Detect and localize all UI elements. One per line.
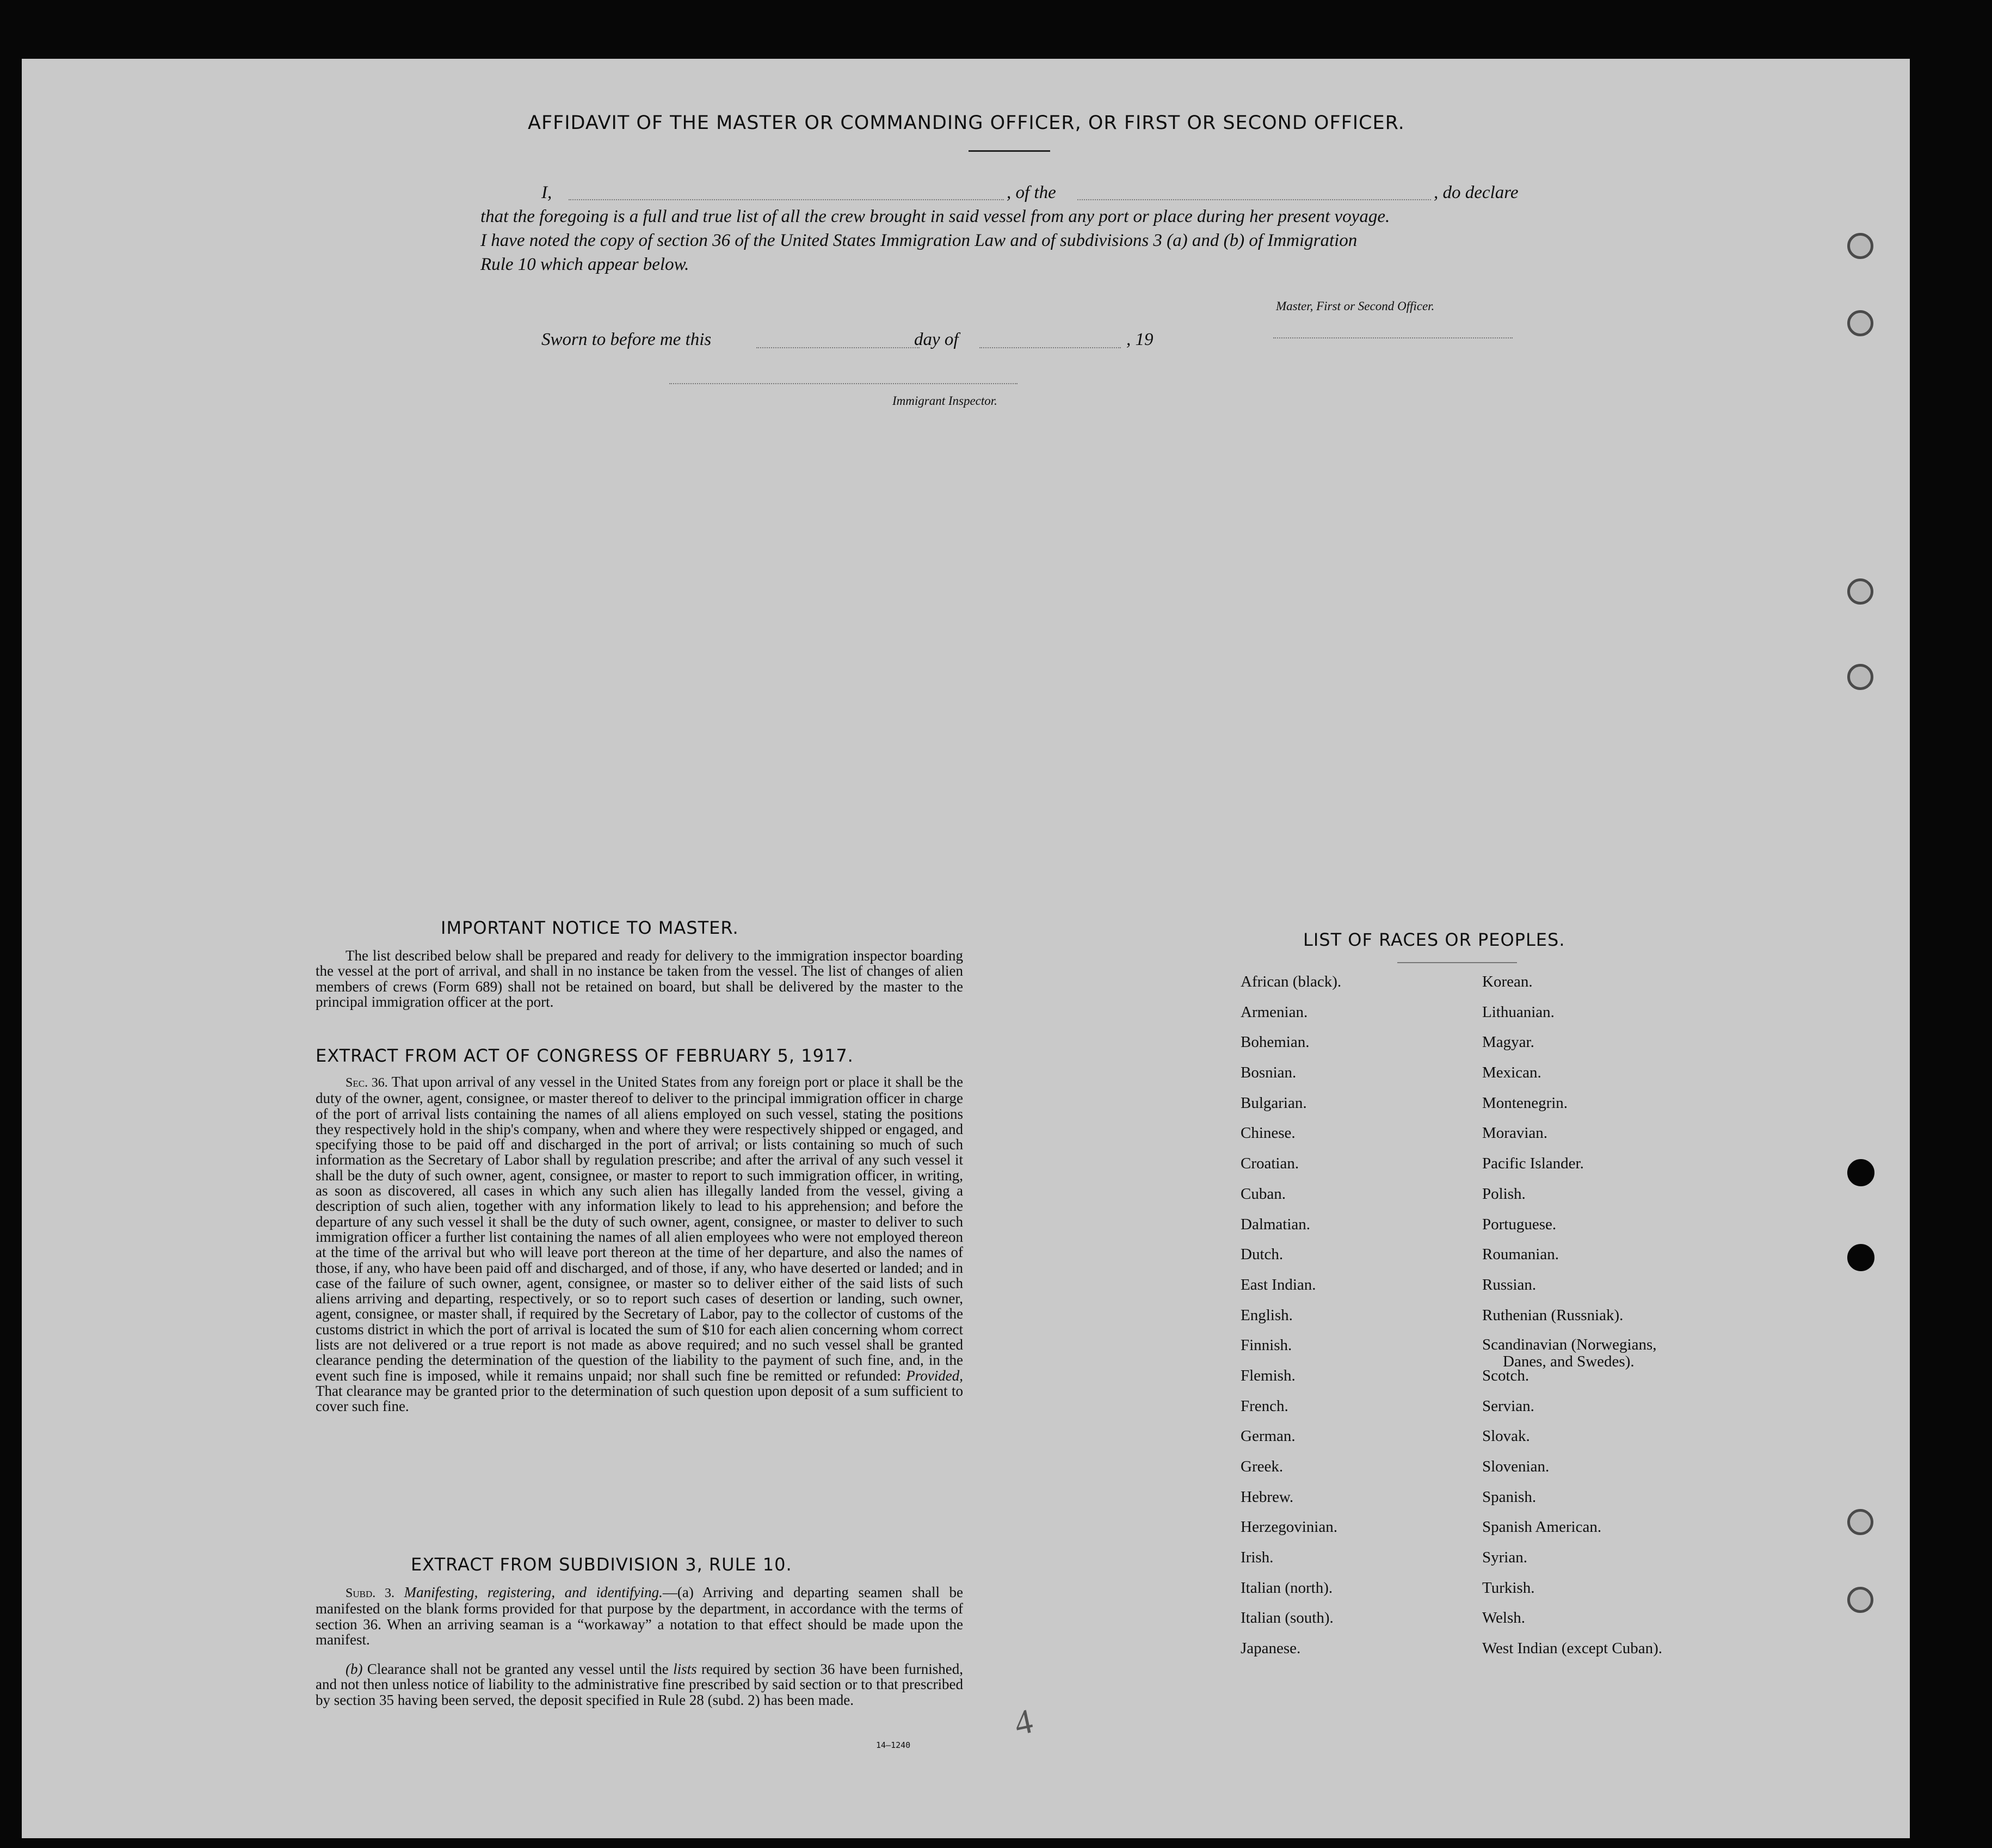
subd-label: Subd. 3. xyxy=(346,1586,395,1600)
rule-b-lists: lists xyxy=(673,1661,697,1677)
race-item: Korean. xyxy=(1482,973,1533,990)
race-item: Japanese. xyxy=(1241,1640,1301,1658)
race-item: German. xyxy=(1241,1427,1296,1445)
rule-b-text-1: Clearance shall not be granted any vessel until the xyxy=(367,1661,669,1677)
rule-a-text: —(a) Arriving and departing seamen shall be manifested on the blank forms provided for that purpose by the department, in accordance with the terms of section 36. When an arriving seaman is a “workaway” a notation to that effect should be made upon the manifest. xyxy=(316,1584,963,1648)
race-item: Bosnian. xyxy=(1241,1064,1297,1082)
rule-b-paragraph xyxy=(316,1661,963,1708)
provided-word: Provided, xyxy=(906,1367,964,1384)
binder-hole xyxy=(1847,664,1873,690)
race-item-scandinavian xyxy=(1482,1336,1662,1371)
race-item: Spanish American. xyxy=(1482,1518,1602,1536)
signature-blank xyxy=(1273,337,1513,338)
race-item: French. xyxy=(1241,1397,1288,1415)
notice-text: The list described below shall be prepared and ready for delivery to the immigration inspector boarding the vessel at the port of arrival, and shall in no instance be taken from the vessel. The list of changes of alien members of crews (Form 689) shall not be retained on board, but shall be delivered by the master to the principal immigration officer at the port. xyxy=(316,947,963,1010)
race-item: Roumanian. xyxy=(1482,1246,1559,1264)
affidavit-line-4: Rule 10 which appear below. xyxy=(480,255,689,274)
act-text-end: That clearance may be granted prior to the determination of such question upon deposit of a sum sufficient to cover such fine. xyxy=(316,1382,963,1415)
title-underline xyxy=(969,150,1050,152)
sec-label: Sec. 36. xyxy=(346,1076,388,1090)
race-item: Herzegovinian. xyxy=(1241,1518,1337,1536)
race-item: Greek. xyxy=(1241,1458,1284,1475)
races-underline xyxy=(1397,962,1517,963)
binder-hole xyxy=(1847,1587,1873,1613)
vessel-blank xyxy=(1077,199,1431,200)
race-item-continued: Danes, and Swedes). xyxy=(1503,1353,1635,1371)
race-item: African (black). xyxy=(1241,973,1342,990)
race-item: Servian. xyxy=(1482,1397,1534,1415)
rule-title: EXTRACT FROM SUBDIVISION 3, RULE 10. xyxy=(411,1554,792,1575)
binder-hole xyxy=(1847,1509,1873,1535)
notice-title: IMPORTANT NOTICE TO MASTER. xyxy=(441,917,739,938)
race-item: Bulgarian. xyxy=(1241,1094,1307,1112)
race-item: West Indian (except Cuban). xyxy=(1482,1640,1663,1658)
race-item: Portuguese. xyxy=(1482,1215,1557,1233)
race-item: Armenian. xyxy=(1241,1003,1308,1021)
manifest-page xyxy=(22,59,1910,1838)
handwritten-mark: 4 xyxy=(1010,1701,1036,1743)
rule-b-text-2: required by section 36 have been furnished, and not then unless notice of liability to the administrative fine prescribed by said section or to that prescribed by section 35 having been served, the deposit specified in Rule 28 (subd. 2) has been made. xyxy=(316,1661,963,1708)
month-blank xyxy=(979,347,1121,348)
race-item: Slovenian. xyxy=(1482,1458,1550,1475)
year-text: , 19 xyxy=(1126,330,1154,349)
race-item: Italian (north). xyxy=(1241,1579,1333,1597)
race-item: Croatian. xyxy=(1241,1155,1299,1173)
race-item: Irish. xyxy=(1241,1549,1274,1567)
race-item: Flemish. xyxy=(1241,1366,1296,1384)
affidavit-of-the: , of the xyxy=(1007,183,1056,202)
races-left-column xyxy=(1241,973,1341,1670)
binder-hole xyxy=(1847,1159,1874,1186)
affidavit-title: AFFIDAVIT OF THE MASTER OR COMMANDING OFFICER, OR FIRST OR SECOND OFFICER. xyxy=(528,112,1405,134)
affidavit-line-2: that the foregoing is a full and true list of all the crew brought in said vessel from any port or place during her present voyage. xyxy=(480,207,1390,226)
binder-hole xyxy=(1847,1244,1874,1271)
race-item: Finnish. xyxy=(1241,1336,1292,1354)
race-item: Chinese. xyxy=(1241,1124,1296,1142)
race-item: English. xyxy=(1241,1306,1293,1324)
act-paragraph xyxy=(316,1074,963,1414)
races-right-column xyxy=(1482,973,1662,1670)
race-item: Ruthenian (Russniak). xyxy=(1482,1306,1624,1324)
sworn-text: Sworn to before me this xyxy=(541,330,712,349)
inspector-caption: Immigrant Inspector. xyxy=(892,394,997,408)
signer-caption: Master, First or Second Officer. xyxy=(1276,299,1435,313)
race-item: Polish. xyxy=(1482,1185,1526,1203)
rule-a-paragraph xyxy=(316,1585,963,1647)
race-item: East Indian. xyxy=(1241,1276,1316,1293)
race-item: Turkish. xyxy=(1482,1579,1535,1597)
race-item: Hebrew. xyxy=(1241,1488,1294,1506)
race-item: Scandinavian (Norwegians, xyxy=(1482,1336,1657,1354)
act-text: That upon arrival of any vessel in the United States from any foreign port or place it shall be the duty of the owner, agent, consignee, or master thereof to deliver to the principal immigration officer in charge of the port of arrival lists containing the names of all aliens employed on such vessel, stating the positions they respectively hold in the ship's company, when and where they were respectively shipped or engaged, and specifying those to be paid off and discharged in the port of arrival; or lists containing so much of such information as the Secretary of Labor shall by regulation prescribe; and after the arrival of any such vessel it shall be the duty of such owner, agent, consignee, or master to report to such immigration officer, in writing, as soon as discovered, all cases in which any such alien has illegally landed from the vessel, giving a description of such alien, together with any information likely to lead to his apprehension; and before the departure of any such vessel it shall be the duty of such owner, agent, consignee, or master to deliver to such immigration officer a further list containing the names of all alien employees who were not employed thereon at the time of the arrival but who will leave port thereon at the time of her departure, and also the names of those, if any, who have been paid off and discharged, and of those, if any, who have deserted or landed; and in case of the failure of such owner, agent, consignee, or master so to deliver either of the said lists of such aliens arriving and departing, respectively, or so to report such cases of desertion or landing, such owner, agent, consignee, or master shall, if required by the Secretary of Labor, pay to the collector of customs of the customs district in which the port of arrival is located the sum of $10 for each alien concerning whom correct lists are not delivered or a true report is not made as above required; and no such vessel shall be granted clearance pending the determination of the question of the liability to the payment of such fine, and, in the event such fine is imposed, while it remains unpaid; nor shall such fine be remitted or refunded: xyxy=(316,1074,964,1384)
race-item: Cuban. xyxy=(1241,1185,1286,1203)
day-blank xyxy=(756,347,920,348)
race-item: Pacific Islander. xyxy=(1482,1155,1584,1173)
binder-hole xyxy=(1847,233,1873,259)
race-item: Moravian. xyxy=(1482,1124,1547,1142)
name-blank xyxy=(569,199,1004,200)
race-item: Russian. xyxy=(1482,1276,1537,1293)
race-item: Scotch. xyxy=(1482,1366,1530,1384)
affidavit-i: I, xyxy=(541,183,552,202)
form-number: 14—1240 xyxy=(876,1740,911,1750)
race-item: Mexican. xyxy=(1482,1064,1541,1082)
day-of-text: day of xyxy=(914,330,959,349)
race-item: Slovak. xyxy=(1482,1427,1530,1445)
race-item: Montenegrin. xyxy=(1482,1094,1568,1112)
race-item: Dutch. xyxy=(1241,1246,1284,1264)
rule-b-label: (b) xyxy=(346,1661,363,1677)
race-item: Syrian. xyxy=(1482,1549,1527,1567)
affidavit-do-declare: , do declare xyxy=(1434,183,1519,202)
race-item: Italian (south). xyxy=(1241,1609,1334,1627)
race-item: Dalmatian. xyxy=(1241,1215,1311,1233)
act-title: EXTRACT FROM ACT OF CONGRESS OF FEBRUARY 5, 1917. xyxy=(316,1045,854,1066)
binder-hole xyxy=(1847,578,1873,605)
rule-heading: Manifesting, registering, and identifying. xyxy=(404,1584,663,1600)
races-title: LIST OF RACES OR PEOPLES. xyxy=(1303,929,1565,950)
race-item: Bohemian. xyxy=(1241,1033,1310,1051)
binder-hole xyxy=(1847,310,1873,336)
race-item: Welsh. xyxy=(1482,1609,1526,1627)
affidavit-line-3: I have noted the copy of section 36 of the United States Immigration Law and of subdivisions 3 (a) and (b) of Immigration xyxy=(480,231,1358,250)
race-item: Lithuanian. xyxy=(1482,1003,1555,1021)
race-item: Magyar. xyxy=(1482,1033,1534,1051)
inspector-blank xyxy=(669,383,1017,384)
race-item: Spanish. xyxy=(1482,1488,1537,1506)
